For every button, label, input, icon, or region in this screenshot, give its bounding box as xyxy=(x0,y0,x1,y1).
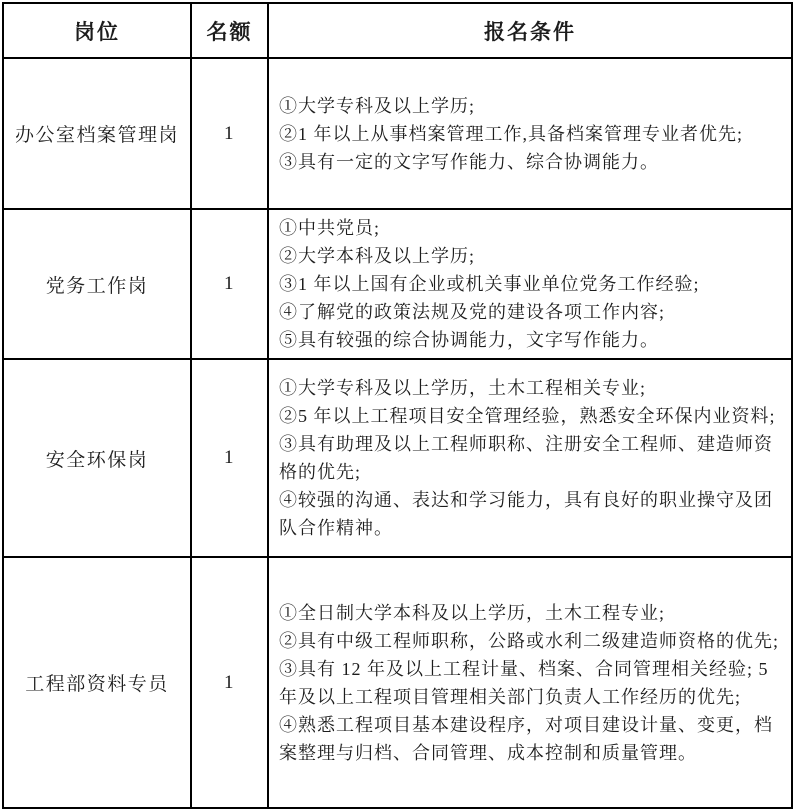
column-header-quota: 名额 xyxy=(191,3,268,58)
condition-item: ②具有中级工程师职称，公路或水利二级建造师资格的优先; xyxy=(279,630,779,651)
recruitment-positions-table xyxy=(2,2,793,809)
table-row xyxy=(3,557,792,808)
condition-item: ④了解党的政策法规及党的建设各项工作内容; xyxy=(279,302,665,322)
condition-item: ③具有助理及以上工程师职称、注册安全工程师、建造师资格的优先; xyxy=(279,434,773,482)
condition-item: ①大学专科及以上学历; xyxy=(279,95,475,116)
condition-item: ②大学本科及以上学历; xyxy=(279,246,475,266)
conditions-cell xyxy=(268,58,792,209)
condition-item: ①全日制大学本科及以上学历，土木工程专业; xyxy=(279,602,665,623)
condition-item: ②5 年以上工程项目安全管理经验，熟悉安全环保内业资料; xyxy=(279,406,776,426)
condition-item: ④较强的沟通、表达和学习能力，具有良好的职业操守及团队合作精神。 xyxy=(279,490,773,538)
position-cell: 党务工作岗 xyxy=(3,209,191,359)
condition-item: ②1 年以上从事档案管理工作,具备档案管理专业者优先; xyxy=(279,123,743,144)
conditions-cell xyxy=(268,557,792,808)
condition-item: ④熟悉工程项目基本建设程序，对项目建设计量、变更，档案整理与归档、合同管理、成本控制和质量管理。 xyxy=(279,714,773,763)
table-row xyxy=(3,359,792,557)
position-cell: 安全环保岗 xyxy=(3,359,191,557)
quota-cell: 1 xyxy=(191,359,268,557)
condition-item: ①大学专科及以上学历，土木工程相关专业; xyxy=(279,378,646,398)
column-header-position: 岗位 xyxy=(3,3,191,58)
header-row xyxy=(3,3,792,58)
quota-cell: 1 xyxy=(191,209,268,359)
condition-item: ③1 年以上国有企业或机关事业单位党务工作经验; xyxy=(279,274,700,294)
conditions-cell xyxy=(268,359,792,557)
column-header-conditions: 报名条件 xyxy=(268,3,792,58)
position-cell: 办公室档案管理岗 xyxy=(3,58,191,209)
table-row xyxy=(3,209,792,359)
position-cell: 工程部资料专员 xyxy=(3,557,191,808)
condition-item: ③具有 12 年及以上工程计量、档案、合同管理相关经验; 5 年及以上工程项目管理相关部门负责人工作经历的优先; xyxy=(279,658,769,707)
condition-item: ⑤具有较强的综合协调能力，文字写作能力。 xyxy=(279,330,659,350)
condition-item: ①中共党员; xyxy=(279,218,381,238)
condition-item: ③具有一定的文字写作能力、综合协调能力。 xyxy=(279,151,659,172)
conditions-cell xyxy=(268,209,792,359)
quota-cell: 1 xyxy=(191,557,268,808)
quota-cell: 1 xyxy=(191,58,268,209)
table-row xyxy=(3,58,792,209)
